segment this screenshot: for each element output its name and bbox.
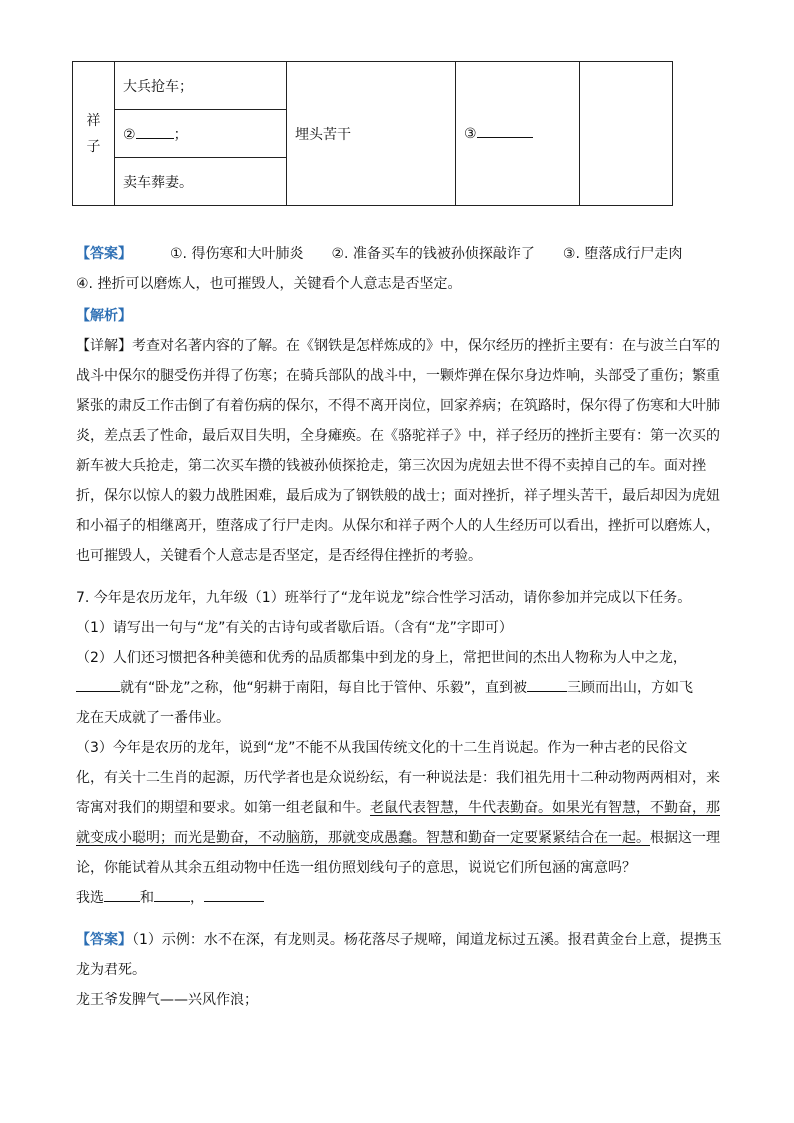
- answer-tag: 【答案】: [76, 932, 132, 948]
- underlined-sentence: 老鼠代表智慧，牛代表勤奋。如果光有智慧，不勤奋，那: [370, 800, 720, 816]
- answer-tag: 【答案】: [76, 246, 132, 262]
- character-table: [72, 61, 673, 206]
- analysis: 【解析】 【详解】考查对名著内容的了解。在《钢铁是怎样炼成的》中，保尔经历的挫折主要有：在与波兰白军的 战斗中保尔的腿受伤并得了伤寒；在骑兵部队的战斗中，一颗炸弹在保尔身边炸响，头部受了重伤；繁重 紧张的肃反工作击倒了有着伤病的保尔，不得不离开岗位，回家养病；在筑路时，保尔得了伤寒和大叶肺 炎，差点丢了性命，最后双目失明，全身瘫痪。在《骆驼祥子》中，祥子经历的挫折主要有：第一次买的 新车被大兵抢走，第二次买车攒的钱被孙侦探抢走，第三次因为虎妞去世不得不卖掉自己的车。面对挫 折，保尔以惊人的毅力战胜困难，最后成为了钢铁般的战士；面对挫折，祥子埋头苦干，最后却因为虎妞 和小福子的相继离开，堕落成了行尸走肉。从保尔和祥子两个人的人生经历可以看出，挫折可以磨炼人， 也可摧毁人，关键看个人意志是否坚定，是否经得住挫折的考验。: [76, 308, 720, 564]
- empty-cell: [580, 62, 673, 206]
- character-name-cell: [73, 62, 115, 206]
- answer-7: 【答案】（1）示例：水不在深，有龙则灵。杨花落尽子规啼，闻道龙标过五溪。报君黄金台上意，提携玉 龙为君死。 龙王爷发脾气——兴风作浪；: [76, 932, 722, 1008]
- event-cell: 卖车葬妻。: [115, 158, 287, 206]
- detail-tag: 【详解】: [76, 338, 132, 354]
- question-stem: 7. 今年是农历龙年，九年级（1）班举行了“龙年说龙”综合性学习活动，请你参加并完成以下任务。: [76, 590, 692, 606]
- character-name-char: 祥: [86, 112, 101, 129]
- answer-blank[interactable]: [76, 679, 120, 692]
- answer-blank[interactable]: [104, 889, 140, 902]
- underlined-sentence: 就变成小聪明；而光是勤奋，不动脑筋，那就变成愚蠢。: [76, 830, 426, 846]
- ending-cell: ③: [456, 62, 580, 206]
- answer-blank[interactable]: [154, 889, 190, 902]
- answer-blank[interactable]: [204, 889, 264, 902]
- answer-6: 【答案】 ①. 得伤寒和大叶肺炎 ②. 准备买车的钱被孙侦探敲诈了 ③. 堕落成行尸走肉 ④. 挫折可以磨炼人，也可摧毁人，关键看个人意志是否坚定。: [76, 246, 683, 292]
- question-7: 7. 今年是农历龙年，九年级（1）班举行了“龙年说龙”综合性学习活动，请你参加并完成以下任务。 （1）请写出一句与“龙”有关的古诗句或者歇后语。（含有“龙”字即可） （2）人们还习惯把各种美德和优秀的品质都集中到龙的身上，常把世间的杰出人物称为人中之龙， 就有“卧龙”之称，他“躬耕于南阳，每自比于管仲、乐毅”，直到被 三顾而出山，方如飞 龙在天成就了一番伟业。 （3）今年是农历的龙年，说到“龙”不能不从我国传统文化的十二生肖说起。作为一种古老的民俗文 化，有关十二生肖的起源，历代学者也是众说纷纭，有一种说法是：我们祖先用十二种动物两两相对，来 寄寓对我们的期望和要求。如第一组老鼠和牛。老鼠代表智慧，牛代表勤奋。如果光有智慧，不勤奋，那 就变成小聪明；而光是勤奋，不动脑筋，那就变成愚蠢。智慧和勤奋一定要紧紧结合在一起。根据这一理 论，你能试着从其余五组动物中任选一组仿照划线句子的意思，说说它们所包涵的寓意吗？ 我选 和 ，: [76, 583, 721, 913]
- character-name-char: 子: [86, 138, 101, 155]
- answer-blank[interactable]: [477, 125, 533, 138]
- analysis-tag: 【解析】: [76, 308, 132, 324]
- answer-blank[interactable]: [527, 679, 567, 692]
- attitude-cell: 埋头苦干: [287, 62, 456, 206]
- event-cell: 大兵抢车；: [115, 62, 287, 110]
- answer-blank[interactable]: [136, 126, 174, 139]
- event-cell: ② ；: [115, 110, 287, 158]
